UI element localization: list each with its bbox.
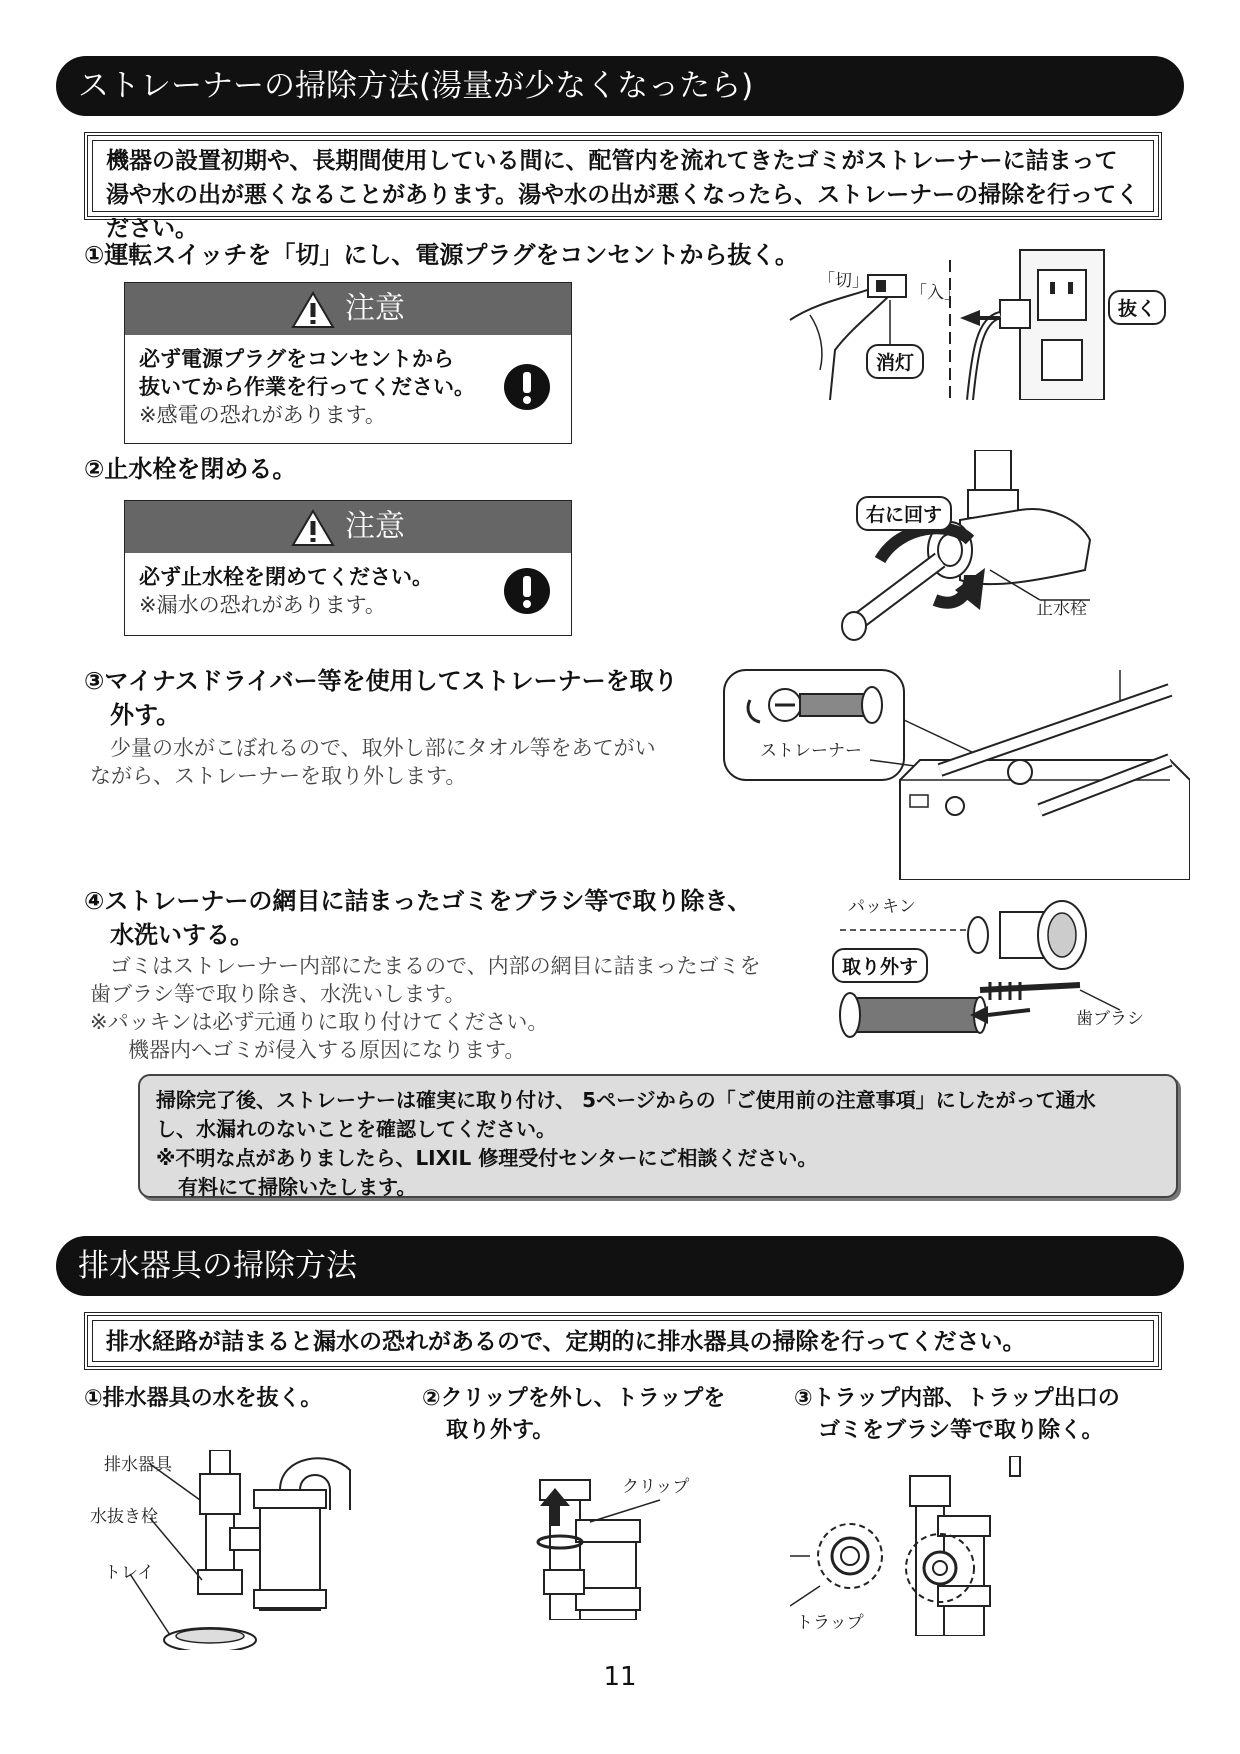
exclamation-icon bbox=[503, 363, 551, 411]
label-turn-right: 右に回す bbox=[856, 496, 952, 531]
notice-line-2: し、水漏れのないことを確認してください。 bbox=[156, 1117, 556, 1141]
step-4-sub-3: ※パッキンは必ず元通りに取り付けてください。 bbox=[90, 1010, 549, 1034]
warning-icon bbox=[291, 509, 335, 547]
step-3-title-line-2: 外す。 bbox=[110, 701, 181, 729]
label-toothbrush: 歯ブラシ bbox=[1076, 1009, 1144, 1029]
page-number: 11 bbox=[603, 1662, 637, 1692]
notice-line-3: ※不明な点がありましたら、LIXIL 修理受付センターにご相談ください。 bbox=[156, 1146, 818, 1170]
step-4-sub-4: 機器内へゴミが侵入する原因になります。 bbox=[128, 1038, 526, 1062]
intro-strainer: 機器の設置初期や、長期間使用している間に、配管内を流れてきたゴミがストレーナーに詰まって湯や水の出が悪くなることがあります。湯や水の出が悪くなったら、ストレーナーの掃除を行ってください。 bbox=[84, 132, 1162, 220]
step-4-sub-1: ゴミはストレーナー内部にたまるので、内部の網目に詰まったゴミを bbox=[110, 954, 761, 978]
label-packing: パッキン bbox=[848, 897, 916, 917]
label-light-off: 消灯 bbox=[866, 344, 924, 379]
section-title-drain: 排水器具の掃除方法 bbox=[56, 1236, 1184, 1296]
figure-drain-tray bbox=[90, 1450, 380, 1650]
label-drain-plug: 水抜き栓 bbox=[90, 1507, 158, 1527]
caution-header-label: 注意 bbox=[345, 291, 405, 326]
caution-header-label: 注意 bbox=[345, 509, 405, 544]
figure-switch-plug bbox=[780, 240, 1110, 400]
caution-2-line-1: 必ず止水栓を閉めてください。 bbox=[139, 565, 433, 589]
label-drain-fixture: 排水器具 bbox=[104, 1455, 172, 1475]
caution-box-1 bbox=[124, 282, 572, 444]
label-trap: トラップ bbox=[796, 1613, 864, 1633]
step-1-title: ①運転スイッチを「切」にし、電源プラグをコンセントから抜く。 bbox=[84, 241, 799, 269]
step-4-title-line-2: 水洗いする。 bbox=[110, 921, 254, 949]
notice-box bbox=[138, 1074, 1178, 1198]
intro-drain: 排水経路が詰まると漏水の恐れがあるので、定期的に排水器具の掃除を行ってください。 bbox=[84, 1312, 1162, 1370]
caution-box-2 bbox=[124, 500, 572, 636]
caution-2-note: ※漏水の恐れがあります。 bbox=[139, 593, 386, 617]
label-switch-off: 「切」 bbox=[818, 271, 869, 291]
section-title-strainer: ストレーナーの掃除方法(湯量が少なくなったら) bbox=[56, 56, 1184, 116]
caution-header bbox=[125, 501, 571, 553]
figure-stop-valve bbox=[840, 450, 1100, 650]
label-clip: クリップ bbox=[622, 1477, 690, 1497]
step-3-title-line-1: ③マイナスドライバー等を使用してストレーナーを取り bbox=[84, 667, 678, 695]
label-switch-on: 「入」 bbox=[910, 283, 961, 303]
caution-1-note: ※感電の恐れがあります。 bbox=[139, 403, 386, 427]
step-4-sub-2: 歯ブラシ等で取り除き、水洗いします。 bbox=[90, 982, 466, 1006]
drain-step-3-line-2: ゴミをブラシ等で取り除く。 bbox=[818, 1418, 1104, 1443]
warning-icon bbox=[291, 291, 335, 329]
step-4-title-line-1: ④ストレーナーの網目に詰まったゴミをブラシ等で取り除き、 bbox=[84, 887, 752, 915]
caution-1-line-2: 抜いてから作業を行ってください。 bbox=[139, 375, 475, 399]
drain-step-1: ①排水器具の水を抜く。 bbox=[84, 1386, 323, 1411]
drain-step-2-line-2: 取り外す。 bbox=[446, 1418, 555, 1443]
figure-strainer-removal bbox=[720, 660, 1190, 880]
label-strainer: ストレーナー bbox=[760, 741, 862, 761]
label-stop-valve: 止水栓 bbox=[1036, 599, 1087, 619]
notice-line-4: 有料にて掃除いたします。 bbox=[178, 1175, 417, 1199]
label-remove: 取り外す bbox=[832, 948, 928, 983]
caution-1-line-1: 必ず電源プラグをコンセントから bbox=[139, 347, 454, 371]
drain-step-2-line-1: ②クリップを外し、トラップを bbox=[422, 1386, 726, 1411]
caution-header bbox=[125, 283, 571, 335]
step-3-sub-1: 少量の水がこぼれるので、取外し部にタオル等をあてがい bbox=[110, 736, 656, 760]
notice-line-1: 掃除完了後、ストレーナーは確実に取り付け、 5ページからの「ご使用前の注意事項」にしたがって通水 bbox=[156, 1088, 1096, 1112]
step-3-sub-2: ながら、ストレーナーを取り外します。 bbox=[90, 764, 467, 788]
label-unplug: 抜く bbox=[1108, 290, 1166, 325]
drain-step-3-line-1: ③トラップ内部、トラップ出口の bbox=[794, 1386, 1120, 1411]
exclamation-icon bbox=[503, 567, 551, 615]
label-tray: トレイ bbox=[104, 1563, 155, 1583]
step-2-title: ②止水栓を閉める。 bbox=[84, 455, 297, 483]
